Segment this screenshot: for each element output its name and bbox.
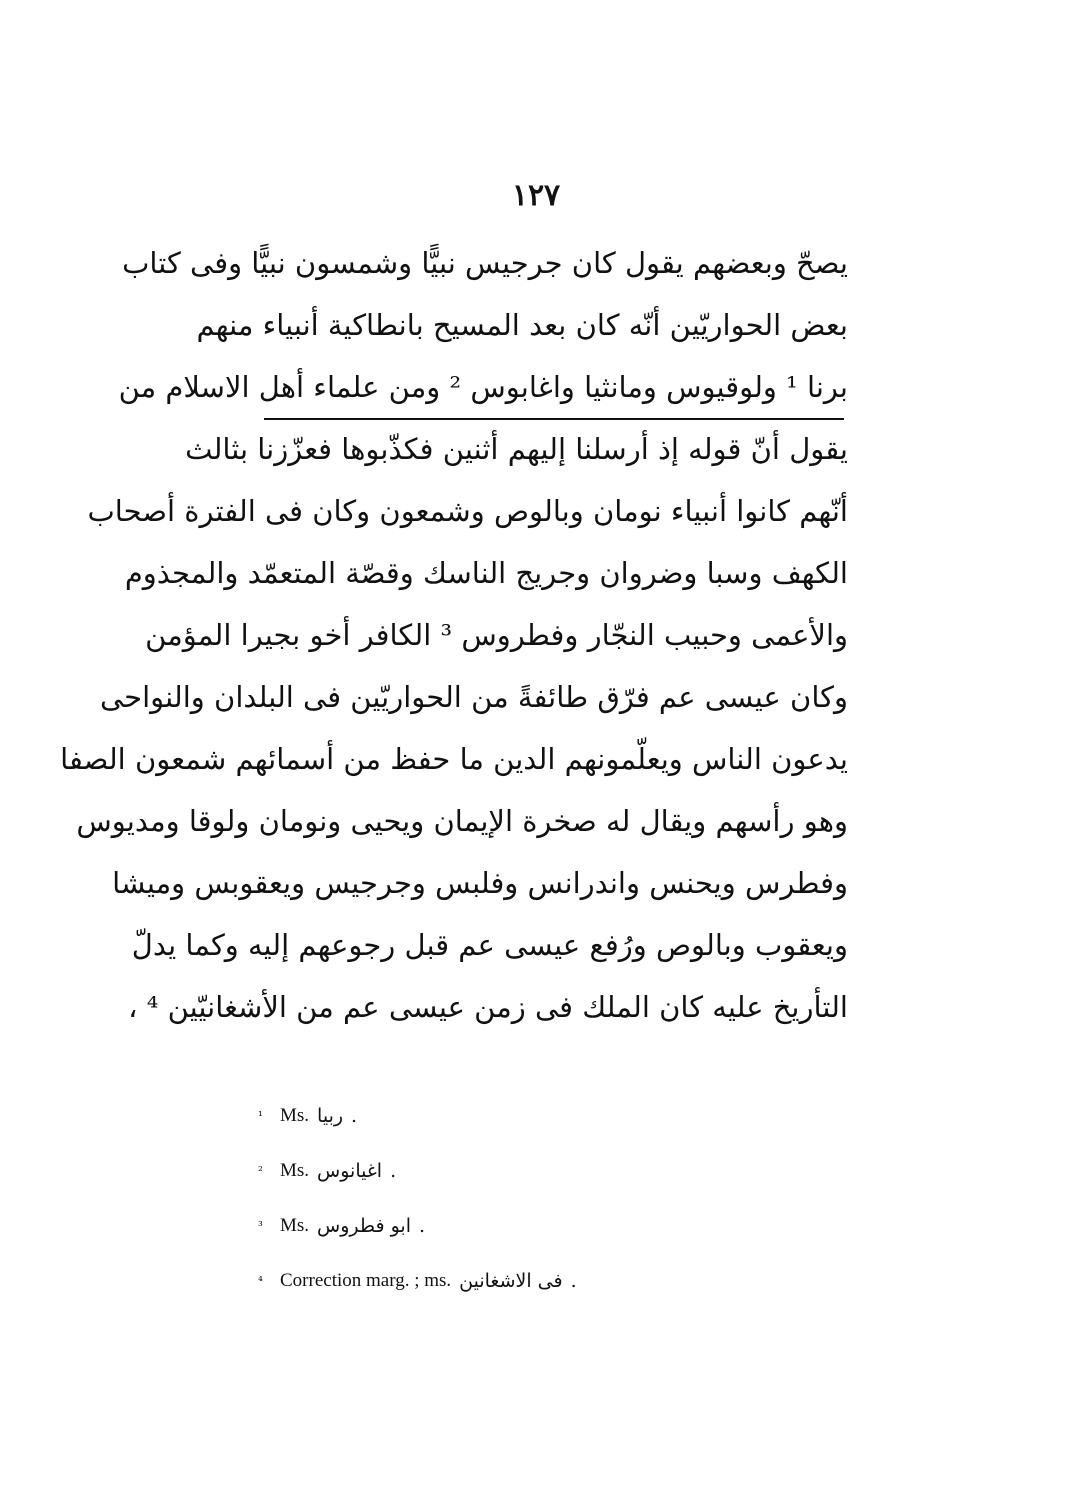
- footnote-label: Ms.: [280, 1214, 310, 1236]
- text-line-6: الكهف وسبا وضروان وجريج الناسك وقصّة المتعمّد والمجذوم: [124, 556, 848, 590]
- footnote-arabic: فى الاشغانين: [459, 1269, 563, 1292]
- main-text-block: [60, 232, 848, 1038]
- footnote-label: Ms.: [280, 1104, 310, 1126]
- footnote-3: [258, 1198, 758, 1253]
- text-line-10: وهو رأسهم ويقال له صخرة الإيمان ويحيى ونومان ولوقا ومديوس: [76, 804, 848, 838]
- footnote-2: [258, 1143, 758, 1198]
- footnote-end: .: [570, 1269, 577, 1292]
- text-line-12: ويعقوب وبالوص ورُفع عيسى عم قبل رجوعهم إليه وكما يدلّ: [131, 928, 848, 962]
- text-line-5: أنّهم كانوا أنبياء نومان وبالوص وشمعون وكان فى الفترة أصحاب: [87, 494, 848, 528]
- footnote-arabic: ابو فطروس: [317, 1214, 411, 1237]
- footnote-label: Ms.: [280, 1159, 310, 1181]
- underline-rule: [264, 418, 844, 420]
- footnote-number: ¹: [258, 1108, 263, 1123]
- footnote-number: ⁴: [258, 1273, 263, 1288]
- text-line-11: وفطرس ويحنس واندرانس وفلبس وجرجيس ويعقوبس وميشا: [112, 866, 848, 900]
- footnote-number: ³: [258, 1218, 263, 1233]
- footnote-number: ²: [258, 1163, 263, 1178]
- text-line-8: وكان عيسى عم فرّق طائفةً من الحواريّين فى البلدان والنواحى: [100, 680, 848, 714]
- footnotes-block: [258, 1088, 758, 1308]
- footnote-arabic: ربيا: [317, 1104, 344, 1127]
- text-line-3: برنا ¹ ولوقيوس ومانثيا واغابوس ² ومن علماء أهل الاسلام من: [118, 370, 848, 404]
- text-line-2: بعض الحواريّين أنّه كان بعد المسيح بانطاكية أنبياء منهم: [196, 308, 848, 342]
- footnote-1: [258, 1088, 758, 1143]
- footnote-end: .: [351, 1104, 358, 1127]
- footnote-end: .: [390, 1159, 397, 1182]
- footnote-label: Correction marg. ; ms.: [280, 1269, 452, 1291]
- text-line-1: يصحّ وبعضهم يقول كان جرجيس نبيًّا وشمسون نبيًّا وفى كتاب: [122, 246, 848, 280]
- page-number: ١٢٧: [511, 178, 561, 213]
- footnote-arabic: اغيانوس: [317, 1159, 383, 1182]
- text-line-13: التأريخ عليه كان الملك فى زمن عيسى عم من الأشغانيّين ⁴ ،: [128, 990, 848, 1024]
- footnote-4: [258, 1253, 758, 1308]
- text-line-7: والأعمى وحبيب النجّار وفطروس ³ الكافر أخو بجيرا المؤمن: [145, 618, 848, 652]
- text-line-4: يقول أنّ قوله إذ أرسلنا إليهم أثنين فكذّبوها فعزّزنا بثالث: [185, 432, 848, 466]
- footnote-end: .: [419, 1214, 426, 1237]
- text-line-9: يدعون الناس ويعلّمونهم الدين ما حفظ من أسمائهم شمعون الصفا: [60, 742, 848, 776]
